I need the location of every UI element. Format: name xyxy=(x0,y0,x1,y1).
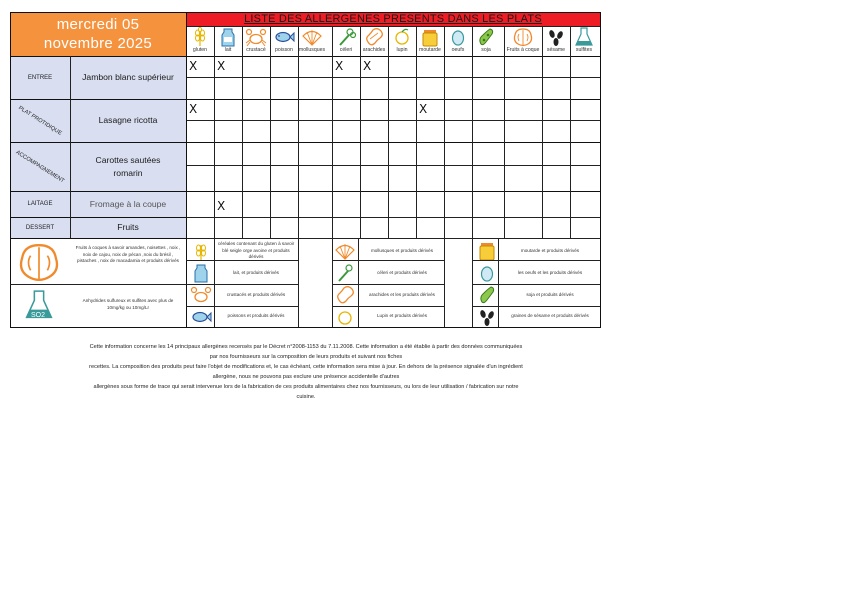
allergen-header-moutarde xyxy=(416,26,444,56)
celery-icon xyxy=(335,27,357,47)
allergen-header-lupin xyxy=(388,26,416,56)
egg-icon xyxy=(447,27,469,47)
grid-line xyxy=(444,26,445,238)
allergen-mark: X xyxy=(217,59,226,73)
grid-line xyxy=(358,238,359,327)
soy-icon xyxy=(475,27,497,47)
egg-icon xyxy=(476,263,498,283)
allergen-label: moutarde xyxy=(419,47,441,53)
allergen-label: crustacé xyxy=(246,47,266,53)
allergen-header-gluten xyxy=(186,26,214,56)
nut-icon xyxy=(14,241,64,283)
legend-sesame: graines de sésame et produits dérivés xyxy=(511,313,589,318)
grid-line xyxy=(472,26,473,238)
grid-line xyxy=(332,260,444,261)
grid-line xyxy=(472,284,600,285)
grid-line xyxy=(10,284,186,285)
footer-line: par nos fournisseurs sur la composition de leurs produits et suivant nos fiches xyxy=(209,354,403,360)
dish-accompagnement: Carottes sautées romarin xyxy=(70,142,186,191)
flask-so2-icon xyxy=(22,285,56,325)
grid-line xyxy=(332,306,444,307)
grid-line xyxy=(186,217,600,218)
footer-line: allergènes sous forme de trace qui serait intervenue lors de la fabrication de ces produits alimentaires chez nos fournisseurs, ou lors de leur utilisation / fabrication sur notre xyxy=(93,384,519,390)
shell-icon xyxy=(301,27,323,47)
grid-line xyxy=(472,238,473,327)
grid-line xyxy=(10,12,600,13)
wheat-icon xyxy=(189,27,211,47)
allergen-header-mollusques xyxy=(298,26,326,56)
grid-line xyxy=(298,238,299,327)
grid-line xyxy=(10,56,600,57)
allergen-header-soja xyxy=(472,26,500,56)
dish-dessert: Fruits xyxy=(70,217,186,238)
grid-line xyxy=(570,26,571,238)
allergen-label: mollusques xyxy=(298,47,326,53)
grid-line xyxy=(186,26,600,27)
allergen-header-sulfites xyxy=(570,26,598,56)
crab-icon xyxy=(245,27,267,47)
grid-line xyxy=(332,26,333,238)
category-dessert: DESSERT xyxy=(10,217,70,238)
grid-line xyxy=(10,142,600,143)
grid-line xyxy=(10,191,600,192)
grid-line xyxy=(70,56,71,238)
category-accompagnement: ACCOMPAGNEMENT xyxy=(10,142,70,191)
so2-label: SO2 xyxy=(31,312,46,319)
flask-so2-icon xyxy=(573,27,595,47)
allergen-mark: X xyxy=(189,59,198,73)
grid-line xyxy=(242,26,243,238)
allergen-label: lupin xyxy=(396,47,408,53)
grid-line xyxy=(186,260,298,261)
grid-line xyxy=(298,26,299,238)
lupin-icon xyxy=(391,27,413,47)
grid-line xyxy=(388,26,389,238)
allergen-mark: X xyxy=(189,102,198,116)
fish-icon xyxy=(273,27,295,47)
mustard-jar-icon xyxy=(476,241,498,261)
grid-line xyxy=(10,327,600,328)
legend-mollusques: mollusques et produits dérivés xyxy=(370,248,434,253)
dish-laitage: Fromage à la coupe xyxy=(70,191,186,217)
allergen-label: soja xyxy=(481,47,491,53)
grid-line xyxy=(186,238,600,239)
soy-icon xyxy=(476,285,498,305)
allergen-mark: X xyxy=(335,59,344,73)
allergen-label: sulfites xyxy=(575,47,593,53)
grid-line xyxy=(444,238,445,327)
grid-line xyxy=(498,238,499,327)
category-entree: ENTREE xyxy=(10,56,70,99)
legend-celeri: céleri et produits dérivés xyxy=(377,270,427,275)
grid-line xyxy=(186,165,600,166)
milk-icon xyxy=(217,27,239,47)
allergen-label: Fruits à coque xyxy=(506,47,540,53)
grid-line xyxy=(504,26,505,238)
allergen-header-celeri xyxy=(332,26,360,56)
grid-line xyxy=(542,26,543,238)
allergen-label: céleri xyxy=(339,47,353,53)
legend-lupin: Lupin et produits dérivés xyxy=(376,313,428,318)
allergen-header-sesame xyxy=(542,26,570,56)
peanut-icon xyxy=(363,27,385,47)
legend-soja: soja et produits dérivés xyxy=(526,292,574,297)
legend-gluten: céréales contenant du gluten à savoir blé seigle orge avoine et produits dérivés xyxy=(217,241,295,259)
allergen-header-poisson xyxy=(270,26,298,56)
allergen-header-lait xyxy=(214,26,242,56)
mustard-jar-icon xyxy=(419,27,441,47)
grid-line xyxy=(214,238,215,327)
date-line-1: mercredi 05 xyxy=(56,16,140,33)
grid-line xyxy=(270,26,271,238)
footer-notice xyxy=(12,342,600,402)
grid-line xyxy=(360,26,361,238)
allergen-label: gluten xyxy=(192,47,208,53)
legend-sulfites: Anhydrides sulfureux et sulfites avec plus de 10mg/kg ou 10mg/Lr xyxy=(82,298,174,310)
allergen-label: oeufs xyxy=(451,47,465,53)
category-plat-protidique: PLAT PROTIDIQUE xyxy=(10,99,70,142)
allergen-label: arachides xyxy=(362,47,386,53)
lupin-icon xyxy=(334,307,356,327)
grid-line xyxy=(600,12,601,328)
legend-lait: lait, et produits dérivés xyxy=(233,270,279,275)
grid-line xyxy=(10,12,11,328)
allergen-header-fruits xyxy=(504,26,542,56)
crab-icon xyxy=(190,285,212,305)
celery-icon xyxy=(334,263,356,283)
allergen-mark: X xyxy=(363,59,372,73)
allergen-header-oeufs xyxy=(444,26,472,56)
legend-poisson: poissons et produits dérivés xyxy=(227,313,285,318)
allergen-mark: X xyxy=(419,102,428,116)
sesame-icon xyxy=(476,307,498,327)
allergen-header-arachides xyxy=(360,26,388,56)
date-line-2: novembre 2025 xyxy=(43,35,153,52)
allergen-label: lait xyxy=(224,47,232,53)
grid-line xyxy=(472,260,600,261)
grid-line xyxy=(416,26,417,238)
allergen-banner: LISTE DES ALLERGENES PRESENTS DANS LES PLATS xyxy=(186,12,600,26)
milk-icon xyxy=(190,263,212,283)
footer-line: allergène, nous ne pouvons pas exclure une présence accidentelle d'autres xyxy=(212,374,400,380)
grid-line xyxy=(186,120,600,121)
legend-arachides: arachides et les produits dérivés xyxy=(369,292,435,297)
allergen-header-crustace xyxy=(242,26,270,56)
fish-icon xyxy=(188,307,214,327)
footer-line: recettes. La composition des produits peut faire l'objet de modifications et, le cas échéant, cette information sera mise à jour. En dehors de la présence signalée d'un ingrédient xyxy=(89,364,523,370)
legend-crustace: crustacés et produits dérivés xyxy=(226,292,286,297)
dish-plat-protidique: Lasagne ricotta xyxy=(70,99,186,142)
grid-line xyxy=(186,306,298,307)
allergen-mark: X xyxy=(217,199,226,213)
grid-line xyxy=(186,77,600,78)
grid-line xyxy=(214,26,215,238)
grid-line xyxy=(186,12,187,328)
nut-icon xyxy=(512,27,534,47)
footer-line: cuisine. xyxy=(296,394,316,400)
menu-date xyxy=(10,12,186,56)
legend-nuts: Fruits à coques à savoir amandes, noisettes , noix , noix de cajou, noix de pécan ,noix du brésil , pistaches , noix de macadamia et produits dérivés xyxy=(75,245,181,263)
grid-line xyxy=(472,306,600,307)
shell-icon xyxy=(334,241,356,261)
grid-line xyxy=(332,284,444,285)
footer-line: Cette information concerne les 14 principaux allergènes recensés par le Décret n°2008-1153 du 7.11.2008. Cette information a été établie à partir des données communiquées xyxy=(89,344,523,350)
wheat-icon xyxy=(190,241,212,261)
grid-line xyxy=(186,284,298,285)
allergen-label: poisson xyxy=(275,47,293,53)
dish-entree: Jambon blanc supérieur xyxy=(70,56,186,99)
grid-line xyxy=(10,99,600,100)
grid-line xyxy=(332,238,333,327)
legend-moutarde: moutarde et produits dérivés xyxy=(520,248,580,253)
sesame-icon xyxy=(545,27,567,47)
legend-oeufs: les oeufs et les produits dérivés xyxy=(517,270,583,275)
allergen-label: sésame xyxy=(546,47,566,53)
peanut-icon xyxy=(334,285,356,305)
category-laitage: LAITAGE xyxy=(10,191,70,217)
